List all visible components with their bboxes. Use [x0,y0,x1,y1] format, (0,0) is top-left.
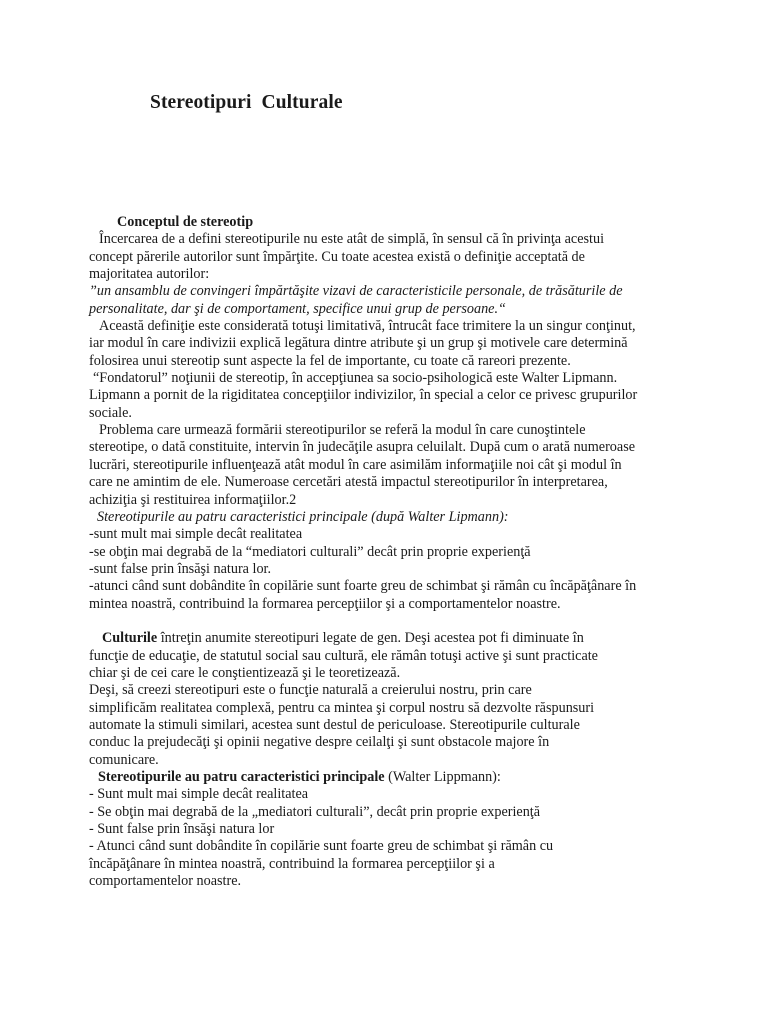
paragraph-line: iar modul în care indivizii explică legătura dintre atribute şi un grup şi motivele care determină [89,335,628,352]
list-item: -sunt false prin însăşi natura lor. [89,560,272,577]
paragraph-line: Deşi, să creezi stereotipuri este o funcţie naturală a creierului nostru, prin care [89,682,532,699]
paragraph-line: care ne amintim de ele. Numeroase cercetări atestă impactul stereotipurilor în interpretarea, [89,474,608,491]
list-item: încăpăţânare în mintea noastră, contribuind la formarea percepţiilor şi a [89,855,495,872]
paragraph-line: sociale. [89,404,132,421]
paragraph-line [89,630,689,647]
list-item: -sunt mult mai simple decât realitatea [89,526,303,543]
paragraph-line: majoritatea autorilor: [89,266,210,283]
culturi-lead-word: Culturile [102,630,158,647]
list-item: - Atunci când sunt dobândite în copilărie sunt foarte greu de schimbat şi rămân cu [89,838,554,855]
list-item: mintea noastră, contribuind la formarea percepţiilor şi a comportamentelor noastre. [89,595,561,612]
paragraph-line: Această definiţie este considerată totuşi limitativă, întrucât face trimitere la un singur conţinut, [99,318,636,335]
paragraph-line: simplificăm realitatea complexă, pentru ca mintea şi corpul nostru să dezvolte răspunsuri [89,699,595,716]
paragraph-line-rest: întreţin anumite stereotipuri legate de gen. Deşi acestea pot fi diminuate în [157,630,584,647]
paragraph-line: Încercarea de a defini stereotipurile nu este atât de simplă, în sensul că în privinţa acestui [99,231,605,248]
list-intro: Stereotipurile au patru caracteristici principale (după Walter Lipmann): [97,508,509,525]
list-intro [89,769,689,786]
list-item: - Sunt false prin însăşi natura lor [89,821,275,838]
section-heading: Conceptul de stereotip [117,214,254,230]
paragraph-line: “Fondatorul” noţiunii de stereotip, în accepţiunea sa socio-psihologică este Walter Lipmann. [93,370,618,387]
list-intro-bold: Stereotipurile au patru caracteristici principale [98,769,385,785]
list-item: comportamentelor noastre. [89,873,242,890]
list-item: - Se obţin mai degrabă de la „mediatori culturali”, decât prin proprie experienţă [89,803,541,820]
definition-quote-line: ”un ansamblu de convingeri împărtăşite vizavi de caracteristicile personale, de trăsăturile de [89,283,623,300]
paragraph-spacer [89,613,689,630]
list-intro-rest: (Walter Lippmann): [384,769,501,785]
definition-quote-line: personalitate, dar şi de comportament, specifice unui grup de persoane.“ [89,300,506,317]
paragraph-line: Lipmann a pornit de la rigiditatea concepţiilor indivizilor, în special a celor ce privesc grupurilor [89,387,638,404]
paragraph-line: automate la stimuli similari, acestea sunt destul de periculoase. Stereotipurile culturale [89,716,580,733]
paragraph-line: Problema care urmează formării stereotipurilor se referă la modul în care cunoştintele [99,422,586,439]
paragraph-line: concept părerile autorilor sunt împărţite. Cu toate acestea există o definiţie acceptată de [89,248,585,265]
paragraph-line: folosirea unui stereotip sunt aspecte la fel de importante, cu toate că rareori prezente. [89,352,571,369]
list-item: -se obţin mai degrabă de la “mediatori culturali” decât prin proprie experienţă [89,543,531,560]
paragraph-line: chiar şi de cei care le conştientizează şi le teoretizează. [89,664,401,681]
paragraph-line: comunicare. [89,751,159,768]
paragraph-line: lucrări, stereotipurile influenţează atât modul în care asimilăm informaţiile noi cât şi modul în [89,456,622,473]
paragraph-line: achiziţia şi restituirea informaţiilor.2 [89,491,297,508]
list-item: -atunci când sunt dobândite în copilărie sunt foarte greu de schimbat şi rămân cu încăpăţânare în [89,578,637,595]
document-body [89,214,689,890]
document-title: Stereotipuri Culturale [150,92,343,113]
list-item: - Sunt mult mai simple decât realitatea [89,786,309,803]
paragraph-line: funcţie de educaţie, de statutul social sau cultură, ele rămân totuşi active şi sunt practicate [89,647,598,664]
paragraph-line: stereotipe, o dată constituite, intervin în judecăţile asupra celuilalt. După cum o arată numeroase [89,439,636,456]
paragraph-line: conduc la prejudecăţi şi opinii negative despre ceilalţi şi sunt obstacole majore în [89,734,550,751]
